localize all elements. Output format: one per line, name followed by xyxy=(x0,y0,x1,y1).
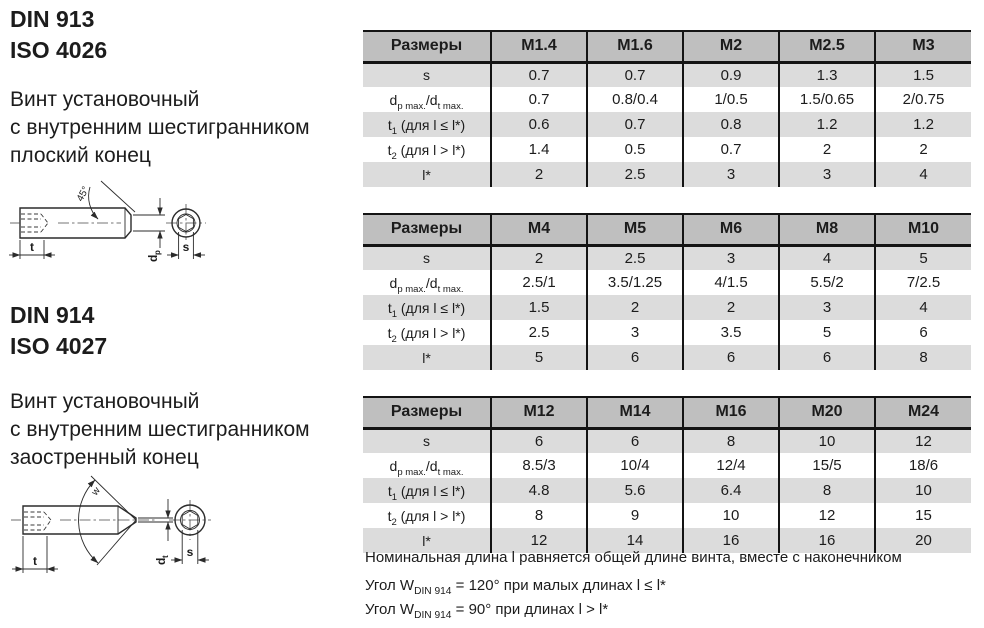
dimension-value-cell: 0.7 xyxy=(587,62,683,87)
table-row xyxy=(363,87,971,112)
size-column-header: M14 xyxy=(587,397,683,428)
dimensions-header: Размеры xyxy=(363,397,491,428)
size-column-header: M10 xyxy=(875,214,971,245)
dimension-row-label: $t_2$ (для l > l*) xyxy=(387,324,466,345)
dimension-value-cell: 1.2 xyxy=(875,112,971,137)
dimensions-header: Размеры xyxy=(363,214,491,245)
size-table-m1-4-to-m3 xyxy=(363,30,971,187)
dimension-value-cell: 2.5 xyxy=(587,162,683,187)
dimension-value-cell: 4/1.5 xyxy=(683,270,779,295)
dimension-value-cell: 14 xyxy=(587,528,683,553)
dimension-value-cell: 1.4 xyxy=(491,137,587,162)
dimension-value-cell: 1.2 xyxy=(779,112,875,137)
size-column-header: M2 xyxy=(683,31,779,62)
size-column-header: M16 xyxy=(683,397,779,428)
dim-s-label: s xyxy=(186,545,194,559)
dimension-value-cell: 10 xyxy=(875,478,971,503)
dimension-value-cell: 10 xyxy=(683,503,779,528)
note-angle-90: Угол $W_{DIN 914} = 90^\circ$ при длинах l > l* xyxy=(365,601,609,621)
dimension-value-cell: 4 xyxy=(875,295,971,320)
dimension-value-cell: 6 xyxy=(587,428,683,453)
din914-standard-codes xyxy=(10,300,107,362)
size-column-header: M3 xyxy=(875,31,971,62)
dimension-value-cell: 6 xyxy=(587,345,683,370)
dimension-row-label: l* xyxy=(422,349,431,366)
din914-description xyxy=(10,388,310,472)
dimension-value-cell: 5.6 xyxy=(587,478,683,503)
dimension-value-cell: 8 xyxy=(683,428,779,453)
dimension-value-cell: 8 xyxy=(491,503,587,528)
table-row xyxy=(363,270,971,295)
dimension-row-label: s xyxy=(423,250,430,267)
dim-dt-subscript: t xyxy=(161,555,170,558)
size-column-header: M5 xyxy=(587,214,683,245)
dimension-value-cell: 2 xyxy=(779,137,875,162)
dimension-value-cell: 4 xyxy=(875,162,971,187)
dimension-value-cell: 4.8 xyxy=(491,478,587,503)
dimension-value-cell: 15/5 xyxy=(779,453,875,478)
dimension-row-label: $t_1$ (для l ≤ l*) xyxy=(387,482,466,503)
dimension-value-cell: 0.7 xyxy=(683,137,779,162)
table-row xyxy=(363,162,971,187)
dimension-value-cell: 6.4 xyxy=(683,478,779,503)
chamfer-angle-annotation xyxy=(75,181,135,219)
dimension-value-cell: 1.3 xyxy=(779,62,875,87)
dimension-value-cell: 6 xyxy=(779,345,875,370)
dimension-value-cell: 15 xyxy=(875,503,971,528)
dimension-value-cell: 3.5 xyxy=(683,320,779,345)
dimension-value-cell: 12/4 xyxy=(683,453,779,478)
dimension-value-cell: 0.7 xyxy=(491,87,587,112)
size-column-header: M8 xyxy=(779,214,875,245)
dimension-value-cell: 0.9 xyxy=(683,62,779,87)
point-angle-annotation xyxy=(79,476,136,565)
dimension-row-label: $t_1$ (для l ≤ l*) xyxy=(387,299,466,320)
dimension-value-cell: 3.5/1.25 xyxy=(587,270,683,295)
din914-code: DIN 914 xyxy=(10,302,95,328)
dimension-value-cell: 0.7 xyxy=(587,112,683,137)
dimension-value-cell: 5 xyxy=(875,245,971,270)
size-column-header: M1.4 xyxy=(491,31,587,62)
dimension-value-cell: 9 xyxy=(587,503,683,528)
dim-dt-label: d xyxy=(154,557,168,565)
dimension-value-cell: 3 xyxy=(779,162,875,187)
dimension-value-cell: 16 xyxy=(683,528,779,553)
dimension-value-cell: 2 xyxy=(683,295,779,320)
size-column-header: M24 xyxy=(875,397,971,428)
dimension-value-cell: 10/4 xyxy=(587,453,683,478)
note-angle-120: Угол $W_{DIN 914} = 120^\circ$ при малых длинах l ≤ l* xyxy=(365,577,666,597)
dimension-value-cell: 3 xyxy=(683,245,779,270)
table-row xyxy=(363,453,971,478)
size-column-header: M2.5 xyxy=(779,31,875,62)
socket-depth-dimension xyxy=(9,240,55,259)
table-row xyxy=(363,320,971,345)
size-table-m4-to-m10 xyxy=(363,213,971,370)
flat-point-diameter-dimension xyxy=(133,198,165,262)
dimension-value-cell: 5 xyxy=(779,320,875,345)
dimension-value-cell: 2.5 xyxy=(491,320,587,345)
description-line: с внутренним шестигранником xyxy=(10,418,310,441)
description-line: заостренный конец xyxy=(10,446,199,469)
dimension-value-cell: 0.6 xyxy=(491,112,587,137)
description-line: Винт установочный xyxy=(10,390,200,413)
dim-dp-label: d xyxy=(146,254,160,262)
end-view xyxy=(166,204,206,242)
din913-technical-drawing xyxy=(8,176,238,276)
dimension-value-cell: 8 xyxy=(875,345,971,370)
dimension-value-cell: 2 xyxy=(587,295,683,320)
size-column-header: M6 xyxy=(683,214,779,245)
hex-width-dimension xyxy=(167,232,205,259)
dimension-value-cell: 2 xyxy=(875,137,971,162)
dimension-value-cell: 0.5 xyxy=(587,137,683,162)
end-view xyxy=(169,500,211,540)
dimension-value-cell: 6 xyxy=(683,345,779,370)
dimension-value-cell: 3 xyxy=(683,162,779,187)
dimension-value-cell: 3 xyxy=(587,320,683,345)
din914-technical-drawing xyxy=(5,468,255,588)
din913-standard-codes xyxy=(10,4,107,66)
dimension-value-cell: 2/0.75 xyxy=(875,87,971,112)
dimension-value-cell: 0.8 xyxy=(683,112,779,137)
dimension-row-label: $t_2$ (для l > l*) xyxy=(387,141,466,162)
dimension-value-cell: 2.5 xyxy=(587,245,683,270)
dimension-value-cell: 2.5/1 xyxy=(491,270,587,295)
dimension-value-cell: 6 xyxy=(491,428,587,453)
dimension-value-cell: 2 xyxy=(491,162,587,187)
dimension-value-cell: 1.5/0.65 xyxy=(779,87,875,112)
table-row xyxy=(363,478,971,503)
dimension-value-cell: 2 xyxy=(491,245,587,270)
dimension-value-cell: 7/2.5 xyxy=(875,270,971,295)
hex-socket-hidden-lines xyxy=(24,512,51,530)
description-line: плоский конец xyxy=(10,144,151,167)
dimensions-header: Размеры xyxy=(363,31,491,62)
dimension-row-label: s xyxy=(423,433,430,450)
dimension-row-label: l* xyxy=(422,166,431,183)
dimension-value-cell: 3 xyxy=(779,295,875,320)
dimension-value-cell: 1.5 xyxy=(875,62,971,87)
dimension-row-label: $d_{p max.}/d_{t max.}$ xyxy=(389,91,464,112)
dimension-row-label: $t_1$ (для l ≤ l*) xyxy=(387,116,466,137)
dim-dp-subscript: p xyxy=(153,250,162,255)
iso4026-code: ISO 4026 xyxy=(10,37,108,63)
size-column-header: M20 xyxy=(779,397,875,428)
table-row xyxy=(363,428,971,453)
dimension-row-label: $d_{p max.}/d_{t max.}$ xyxy=(389,457,464,478)
dimension-value-cell: 1.5 xyxy=(491,295,587,320)
size-column-header: M1.6 xyxy=(587,31,683,62)
description-line: Винт установочный xyxy=(10,88,200,111)
din913-description xyxy=(10,86,310,170)
dimension-value-cell: 8 xyxy=(779,478,875,503)
dimension-value-cell: 8.5/3 xyxy=(491,453,587,478)
size-column-header: M4 xyxy=(491,214,587,245)
dimension-value-cell: 18/6 xyxy=(875,453,971,478)
dim-s-label: s xyxy=(182,240,190,254)
note-nominal-length: Номинальная длина l равняется общей длине винта, вместе с наконечником xyxy=(365,549,902,566)
socket-depth-dimension xyxy=(12,536,58,573)
dim-t-label: t xyxy=(30,240,34,254)
table-row xyxy=(363,62,971,87)
iso4027-code: ISO 4027 xyxy=(10,333,108,359)
chamfer-angle-label: 45° xyxy=(74,184,92,204)
dimension-value-cell: 12 xyxy=(875,428,971,453)
hex-socket-hidden-lines xyxy=(21,214,48,232)
dimension-value-cell: 1/0.5 xyxy=(683,87,779,112)
table-row xyxy=(363,112,971,137)
table-row xyxy=(363,295,971,320)
size-column-header: M12 xyxy=(491,397,587,428)
dimension-value-cell: 16 xyxy=(779,528,875,553)
dimension-row-label: l* xyxy=(422,532,431,549)
description-line: с внутренним шестигранником xyxy=(10,116,310,139)
size-table-m12-to-m24 xyxy=(363,396,971,553)
dimension-row-label: $d_{p max.}/d_{t max.}$ xyxy=(389,274,464,295)
dimension-value-cell: 20 xyxy=(875,528,971,553)
dimension-value-cell: 4 xyxy=(779,245,875,270)
din913-code: DIN 913 xyxy=(10,6,95,32)
cone-tip-diameter-dimension xyxy=(138,499,173,565)
dimension-value-cell: 0.8/0.4 xyxy=(587,87,683,112)
dimension-value-cell: 0.7 xyxy=(491,62,587,87)
dim-t-label: t xyxy=(33,554,37,568)
dimension-value-cell: 10 xyxy=(779,428,875,453)
dimension-value-cell: 12 xyxy=(779,503,875,528)
screw-body-side-view xyxy=(20,208,131,238)
table-row xyxy=(363,245,971,270)
dimension-value-cell: 5.5/2 xyxy=(779,270,875,295)
dimension-row-label: s xyxy=(423,67,430,84)
table-row xyxy=(363,137,971,162)
dimension-value-cell: 12 xyxy=(491,528,587,553)
table-row xyxy=(363,503,971,528)
dimension-row-label: $t_2$ (для l > l*) xyxy=(387,507,466,528)
point-angle-label: w xyxy=(89,485,103,498)
dimension-value-cell: 5 xyxy=(491,345,587,370)
dimension-value-cell: 6 xyxy=(875,320,971,345)
table-row xyxy=(363,345,971,370)
